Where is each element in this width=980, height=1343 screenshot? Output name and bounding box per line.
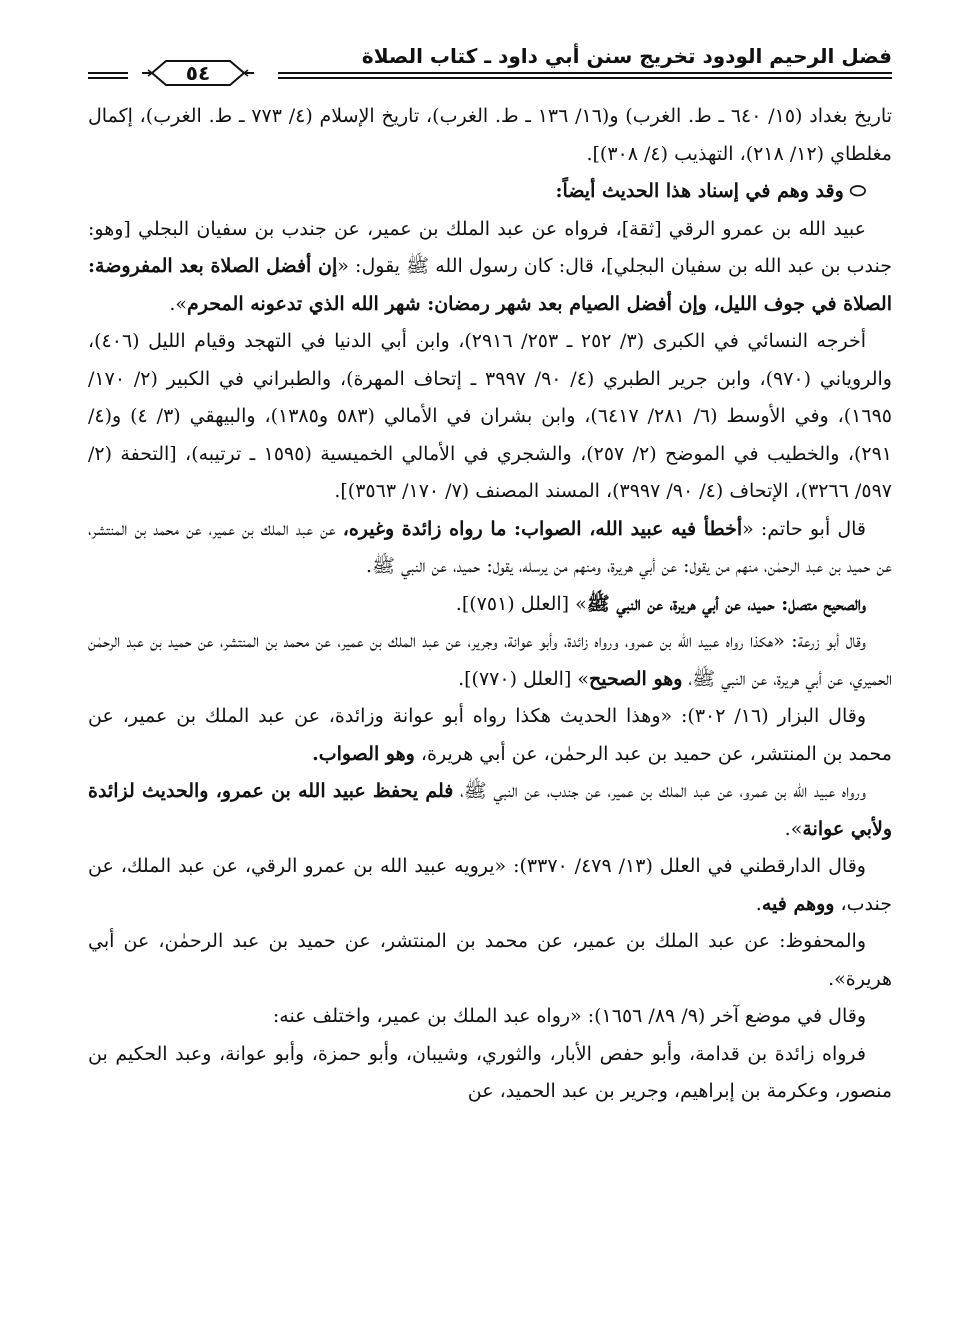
paragraph — [88, 848, 892, 923]
paragraph — [88, 323, 892, 511]
paragraph — [88, 623, 892, 698]
text-run: عن عبد الملك بن عمير، عن محمد بن المنتشر، عن حميد بن عبد الرحمٰن، منهم من يقول: عن أبي هريرة، ومنهم من يرسله، يقول: حميد، عن النبي ﷺ. — [88, 517, 892, 577]
paragraph — [88, 923, 892, 998]
paragraph — [88, 211, 892, 324]
running-title: فضل الرحيم الودود تخريج سنن أبي داود ـ كتاب الصلاة — [361, 44, 892, 68]
paragraph — [88, 511, 892, 586]
text-run: وقال في موضع آخر (٩/ ٨٩/ ١٦٥٦): «رواه عبد الملك بن عمير، واختلف عنه: — [272, 1005, 866, 1027]
page-number-badge — [138, 58, 258, 88]
text-run: عبيد الله بن عمرو الرقي [ثقة]، فرواه عن عبد الملك بن عمير، عن جندب بن سفيان البجلي [وهو: جندب بن عبد الله بن سفيان البجلي]، قال: كان رسول الله ﷺ يقول: « — [88, 217, 893, 277]
bullet-icon: ⬭ — [849, 180, 866, 202]
bold-text: والصحيح متصل: حميد، عن أبي هريرة، عن النبي ﷺ — [586, 592, 866, 615]
page-number: ٥٤ — [185, 61, 211, 85]
text-run: تاريخ بغداد (١٥/ ٦٤٠ ـ ط. الغرب) و(١٦/ ١٣٦ ـ ط. الغرب)، تاريخ الإسلام (٤/ ٧٧٣ ـ ط. الغرب)، إكمال مغلطاي (١٢/ ٢١٨)، التهذيب (٤/ ٣٠٨)]. — [88, 105, 892, 165]
text-run: فرواه زائدة بن قدامة، وأبو حفص الأبار، والثوري، وشيبان، وأبو حمزة، وأبو عوانة، وعبد الحكيم بن منصور، وعكرمة بن إبراهيم، وجرير بن عبد الحميد، عن — [88, 1042, 892, 1102]
paragraph — [88, 1036, 892, 1111]
header-rule — [88, 56, 892, 90]
page-body — [88, 98, 892, 1331]
bold-text: إن أفضل الصلاة بعد المفروضة: الصلاة في جوف الليل، وإن أفضل الصيام بعد شهر رمضان: شهر الله الذي تدعونه المحرم — [88, 255, 892, 315]
text-run: والمحفوظ: عن عبد الملك بن عمير، عن محمد بن المنتشر، عن حميد بن عبد الرحمٰن، عن أبي هريرة». — [88, 930, 892, 990]
bold-text: وهو الصحيح — [589, 667, 683, 690]
text-run: » [العلل (٧٧٠)]. — [458, 667, 590, 690]
bold-text: أخطأ فيه عبيد الله، الصواب: ما رواه زائدة وغيره، — [342, 517, 743, 540]
text-run: » [العلل (٧٥١)]. — [455, 592, 587, 615]
text-run: وقال الدارقطني في العلل (١٣/ ٤٧٩/ ٣٣٧٠): «يرويه عبيد الله بن عمرو الرقي، عن عبد الملك، عن جندب، — [88, 855, 892, 915]
sub-heading — [88, 173, 892, 211]
text-run: ». — [169, 292, 188, 315]
text-run: . — [755, 892, 762, 915]
bold-text: فلم يحفظ عبيد الله بن عمرو، والحديث لزائدة ولأبي عوانة — [88, 780, 892, 840]
paragraph — [88, 586, 892, 624]
text-run: وقال البزار (١٦/ ٣٠٢): «وهذا الحديث هكذا رواه أبو عوانة وزائدة، عن عبد الملك بن عمير، عن محمد بن المنتشر، عن حميد بن عبد الرحمٰن، عن أبي هريرة، — [88, 705, 892, 765]
paragraph — [88, 98, 892, 173]
paragraph — [88, 998, 892, 1036]
paragraph — [88, 773, 892, 848]
header-rule-line — [88, 77, 128, 79]
text-run: ورواه عبيد الله بن عمرو، عن عبد الملك بن عمير، عن جندب، عن النبي ﷺ، — [453, 780, 866, 802]
bold-text: وقد وهم في إسناد هذا الحديث أيضاً: — [555, 180, 844, 202]
text-run: قال أبو حاتم: « — [742, 517, 867, 540]
bold-text: ووهم فيه — [761, 892, 835, 915]
text-run: ». — [784, 817, 803, 840]
bold-text: وهو الصواب. — [312, 742, 415, 765]
header-rule-line — [88, 72, 128, 74]
header-rule-line — [278, 72, 892, 74]
text-run: وقال أبو زرعة: «هكذا رواه عبيد الله بن عمرو، ورواه زائدة، وأبو عوانة، وجرير، عن عبد الملك بن عمير، عن محمد بن المنتشر، عن حميد بن عبد الرحمٰن الحميري، عن أبي هريرة، عن النبي ﷺ، — [88, 630, 892, 690]
paragraph — [88, 698, 892, 773]
text-run: أخرجه النسائي في الكبرى (٣/ ٢٥٢ ـ ٢٥٣/ ٢٩١٦)، وابن أبي الدنيا في التهجد وقيام الليل (٤٠٦)، والروياني (٩٧٠)، وابن جرير الطبري (٤/ ٩٠/ ٣٩٩٧ ـ إتحاف المهرة)، والطبراني في الكبير (٢/ ١٧٠/ ١٦٩٥)، وفي الأوسط (٦/ ٢٨١/ ٦٤١٧)، وابن بشران في الأمالي (٥٨٣ و١٣٨٥)، والبيهقي (٣/ ٤) و(٤/ ٢٩١)، والخطيب في الموضح (٢/ ٢٥٧)، والشجري في الأمالي الخميسية (١٥٩٥ ـ ترتيبه)، [التحفة (٢/ ٥٩٧/ ٣٢٦٦)، الإتحاف (٤/ ٩٠/ ٣٩٩٧)، المسند المصنف (٧/ ١٧٠/ ٣٥٦٣)]. — [88, 330, 892, 502]
header-rule-line — [278, 77, 892, 79]
